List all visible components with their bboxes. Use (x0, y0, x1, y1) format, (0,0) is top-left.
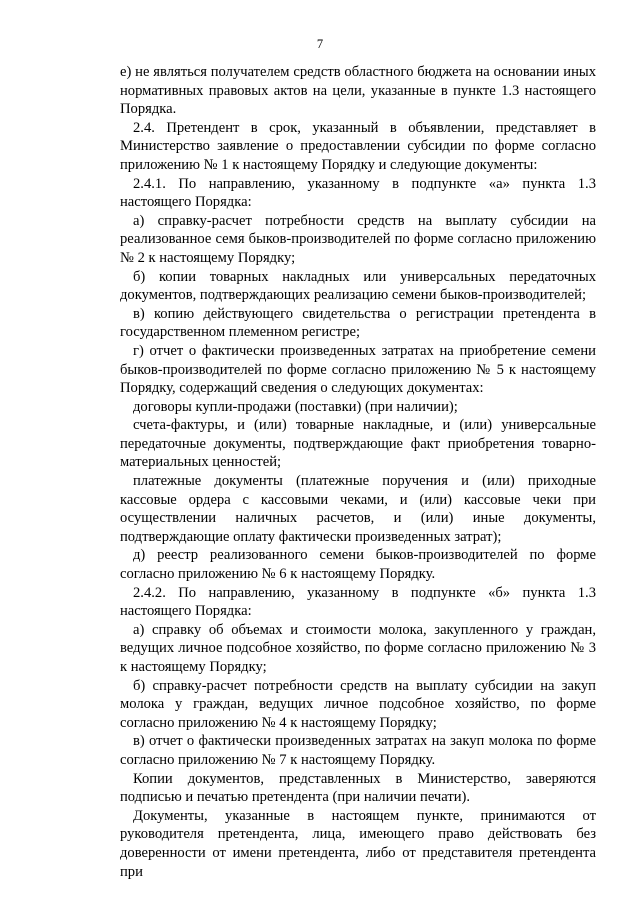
paragraph-contracts: договоры купли-продажи (поставки) (при наличии); (133, 398, 458, 415)
paragraph-2-4-1-v: в) копию действующего свидетельства о регистрации претендента в государственном племенном регистре; (120, 305, 596, 341)
paragraph-2-4-2-b: б) справку-расчет потребности средств на выплату субсидии на закуп молока у граждан, ведущих личное подсобное хозяйство, по форме согласно приложению № 4 к настоящему Порядку; (120, 677, 596, 731)
paragraph-2-4-2-a: а) справку об объемах и стоимости молока, закупленного у граждан, ведущих личное подсобное хозяйство, по форме согласно приложению № 3 к настоящему Порядку; (120, 621, 596, 675)
paragraph-2-4-1-b: б) копии товарных накладных или универсальных передаточных документов, подтверждающих реализацию семени быков-производителей; (120, 268, 596, 304)
paragraph-subpoint-e: е) не являться получателем средств областного бюджета на основании иных нормативных правовых актов на цели, указанные в пункте 1.3 настоящего Порядка. (120, 64, 596, 118)
page-number: 7 (316, 37, 324, 51)
paragraph-2-4-2: 2.4.2. По направлению, указанному в подпункте «б» пункта 1.3 настоящего Порядка: (120, 584, 596, 620)
document-body (120, 63, 596, 881)
paragraph-copies-certification: Копии документов, представленных в Министерство, заверяются подписью и печатью претендента (при наличии печати). (120, 770, 596, 806)
paragraph-invoices: счета-фактуры, и (или) товарные накладные, и (или) универсальные передаточные документы, подтверждающие факт приобретения товарно-материальных ценностей; (120, 417, 596, 471)
paragraph-2-4-1-a: а) справку-расчет потребности средств на выплату субсидии на реализованное семя быков-производителей по форме согласно приложению № 2 к настоящему Порядку; (120, 212, 596, 266)
paragraph-payment-documents: платежные документы (платежные поручения и (или) приходные кассовые ордера с кассовыми чеками, и (или) кассовые чеки при осуществлении наличных расчетов, и (или) иные документы, подтверждающие оплату фактически произведенных затрат); (120, 473, 596, 545)
paragraph-2-4-1-g: г) отчет о фактически произведенных затратах на приобретение семени быков-производителей по форме согласно приложению № 5 к настоящему Порядку, содержащий сведения о следующих документах: (120, 342, 596, 397)
paragraph-2-4-1-d: д) реестр реализованного семени быков-производителей по форме согласно приложению № 6 к настоящему Порядку. (120, 547, 596, 583)
paragraph-2-4-1: 2.4.1. По направлению, указанному в подпункте «а» пункта 1.3 настоящего Порядка: (120, 175, 596, 211)
paragraph-documents-acceptance: Документы, указанные в настоящем пункте, принимаются от руководителя претендента, лица, имеющего право действовать без доверенности от имени претендента, либо от представителя претендента при (120, 807, 596, 880)
paragraph-2-4: 2.4. Претендент в срок, указанный в объявлении, представляет в Министерство заявление о предоставлении субсидии по форме согласно приложению № 1 к настоящему Порядку и следующие документы: (120, 119, 596, 173)
paragraph-2-4-2-v: в) отчет о фактически произведенных затратах на закуп молока по форме согласно приложению № 7 к настоящему Порядку. (120, 733, 596, 768)
